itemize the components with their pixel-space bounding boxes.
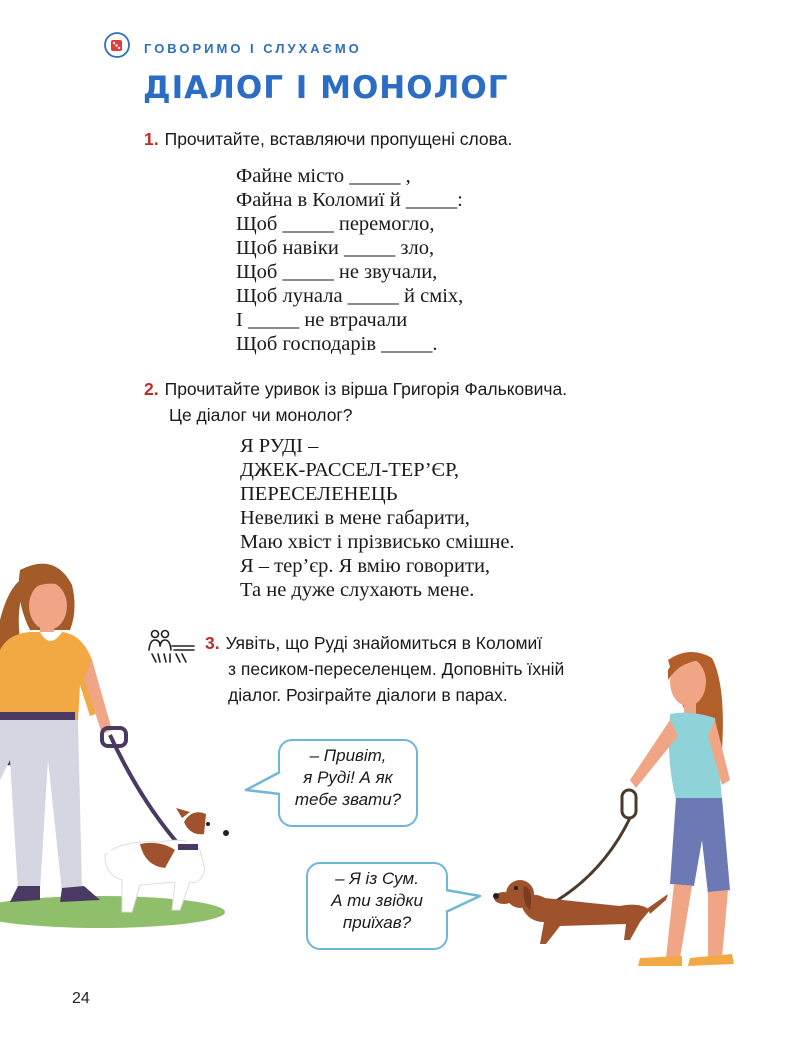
section-icon xyxy=(104,32,130,58)
task-number: 1. xyxy=(144,129,159,149)
bubble-line: приїхав? xyxy=(342,913,412,932)
poem-2 xyxy=(240,434,515,602)
page-number: 24 xyxy=(72,990,90,1007)
poem-1 xyxy=(236,164,463,356)
poem-line: Я – тер’єр. Я вмію говорити, xyxy=(240,555,491,577)
speech-bubble-1 xyxy=(278,739,418,827)
woman-with-terrier-illustration xyxy=(0,560,245,935)
poem-line: Невеликі в мене габарити, xyxy=(240,507,470,529)
bubble-2-tail xyxy=(442,886,484,916)
task-text: Прочитайте, вставляючи пропущені слова. xyxy=(164,129,513,149)
task-number: 3. xyxy=(205,633,220,653)
girl-with-dachshund-illustration xyxy=(490,640,780,975)
task-text: Це діалог чи монолог? xyxy=(169,405,353,425)
poem-line: Щоб навіки _____ зло, xyxy=(236,237,435,259)
task-text: з песиком-переселенцем. Доповніть їхній xyxy=(228,659,565,679)
bubble-line: я Руді! А як xyxy=(303,768,393,787)
bubble-1-tail xyxy=(244,770,284,798)
bubble-line: – Привіт, xyxy=(309,746,387,765)
poem-line: ДЖЕК-РАССЕЛ-ТЕР’ЄР, xyxy=(240,459,460,481)
task-2 xyxy=(144,376,567,428)
poem-line: І _____ не втрачали xyxy=(236,309,408,331)
bubble-line: – Я із Сум. xyxy=(335,869,419,888)
task-text: Уявіть, що Руді знайомиться в Коломиї xyxy=(225,633,543,653)
task-text: Прочитайте уривок із вірша Григорія Фальковича. xyxy=(164,379,568,399)
poem-line: Щоб лунала _____ й сміх, xyxy=(236,285,464,307)
task-1 xyxy=(144,126,512,152)
poem-line: Я РУДІ – xyxy=(240,435,319,457)
poem-line: Маю хвіст і прізвисько смішне. xyxy=(240,531,515,553)
speech-bubble-2 xyxy=(306,862,448,950)
poem-line: Щоб _____ не звучали, xyxy=(236,261,438,283)
bubble-line: А ти звідки xyxy=(331,891,423,910)
poem-line: Щоб господарів _____. xyxy=(236,333,438,355)
poem-line: Та не дуже слухають мене. xyxy=(240,579,475,601)
section-label: ГОВОРИМО І СЛУХАЄМО xyxy=(144,41,362,56)
page-title: ДІАЛОГ І МОНОЛОГ xyxy=(143,70,509,106)
poem-line: Щоб _____ перемогло, xyxy=(236,213,435,235)
dice-icon xyxy=(104,32,130,58)
bubble-line: тебе звати? xyxy=(294,790,402,809)
task-number: 2. xyxy=(144,379,159,399)
task-text: діалог. Розіграйте діалоги в парах. xyxy=(228,685,508,705)
poem-line: Файне місто _____ , xyxy=(236,165,411,187)
poem-line: ПЕРЕСЕЛЕНЕЦЬ xyxy=(240,483,398,505)
poem-line: Файна в Коломиї й _____: xyxy=(236,189,463,211)
